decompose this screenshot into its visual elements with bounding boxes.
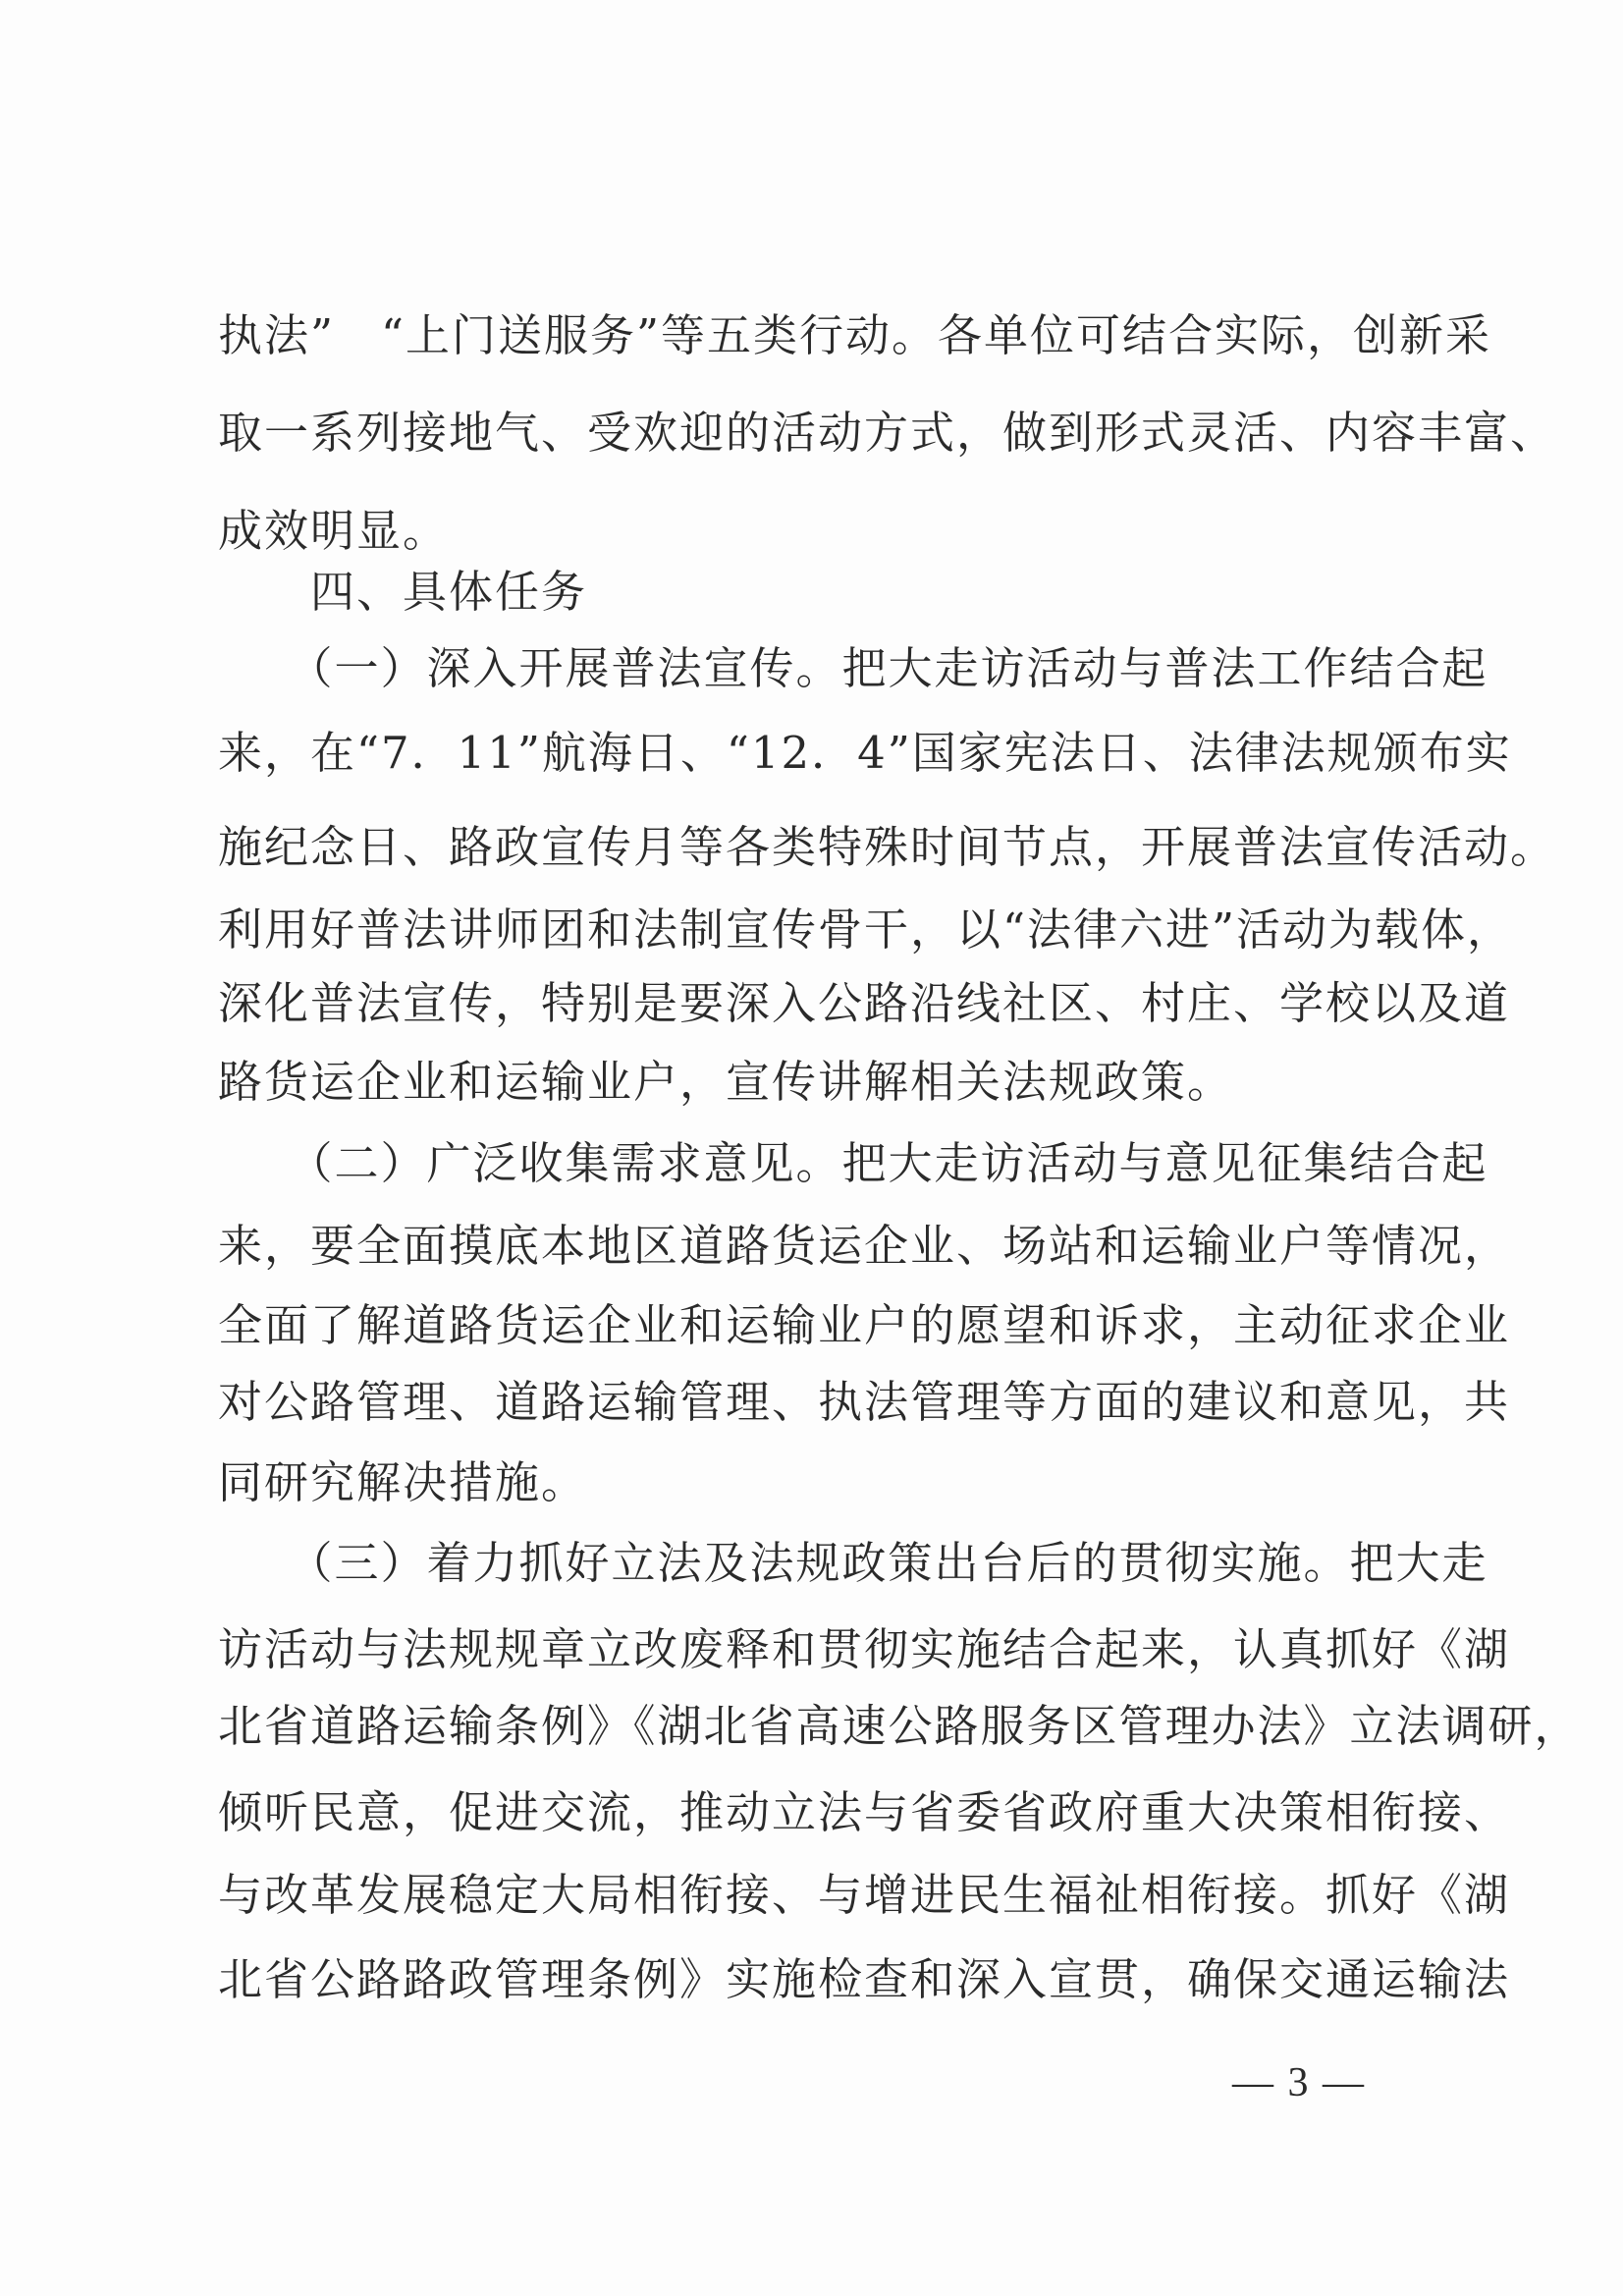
text-line: 成效明显。	[218, 505, 450, 557]
text-line: （三）着力抓好立法及法规政策出台后的贯彻实施。把大走	[218, 1537, 1488, 1589]
text-line: （二）广泛收集需求意见。把大走访活动与意见征集结合起	[218, 1137, 1488, 1189]
section-heading: 四、具体任务	[218, 566, 588, 618]
text-line: 施纪念日、路政宣传月等各类特殊时间节点，开展普法宣传活动。	[218, 821, 1557, 873]
text-line: 全面了解道路货运企业和运输业户的愿望和诉求，主动征求企业	[218, 1299, 1511, 1351]
text-line: 来，要全面摸底本地区道路货运企业、场站和运输业户等情况，	[218, 1220, 1511, 1272]
text-line: 北省道路运输条例》《湖北省高速公路服务区管理办法》立法调研，	[218, 1700, 1581, 1752]
text-line: 执法” “上门送服务”等五类行动。各单位可结合实际，创新采	[218, 309, 1492, 361]
text-line: 深化普法宣传，特别是要深入公路沿线社区、村庄、学校以及道	[218, 977, 1511, 1029]
text-line: 利用好普法讲师团和法制宣传骨干，以“法律六进”活动为载体，	[218, 903, 1514, 956]
text-line: 路货运企业和运输业户，宣传讲解相关法规政策。	[218, 1056, 1234, 1108]
text-line: 访活动与法规规章立改废释和贯彻实施结合起来，认真抓好《湖	[218, 1623, 1511, 1675]
page-number: — 3 —	[1232, 2060, 1366, 2105]
text-line: 倾听民意，促进交流，推动立法与省委省政府重大决策相衔接、	[218, 1786, 1511, 1838]
text-line: 与改革发展稳定大局相衔接、与增进民生福祉相衔接。抓好《湖	[218, 1869, 1511, 1921]
text-line: 来，在“7．11”航海日、“12．4”国家宪法日、法律法规颁布实	[218, 727, 1512, 779]
text-line: 同研究解决措施。	[218, 1456, 588, 1508]
text-line: 取一系列接地气、受欢迎的活动方式，做到形式灵活、内容丰富、	[218, 407, 1557, 459]
text-line: （一）深入开展普法宣传。把大走访活动与普法工作结合起	[218, 642, 1488, 694]
text-line: 对公路管理、道路运输管理、执法管理等方面的建议和意见，共	[218, 1376, 1511, 1428]
text-line: 北省公路路政管理条例》实施检查和深入宣贯，确保交通运输法	[218, 1953, 1511, 2005]
